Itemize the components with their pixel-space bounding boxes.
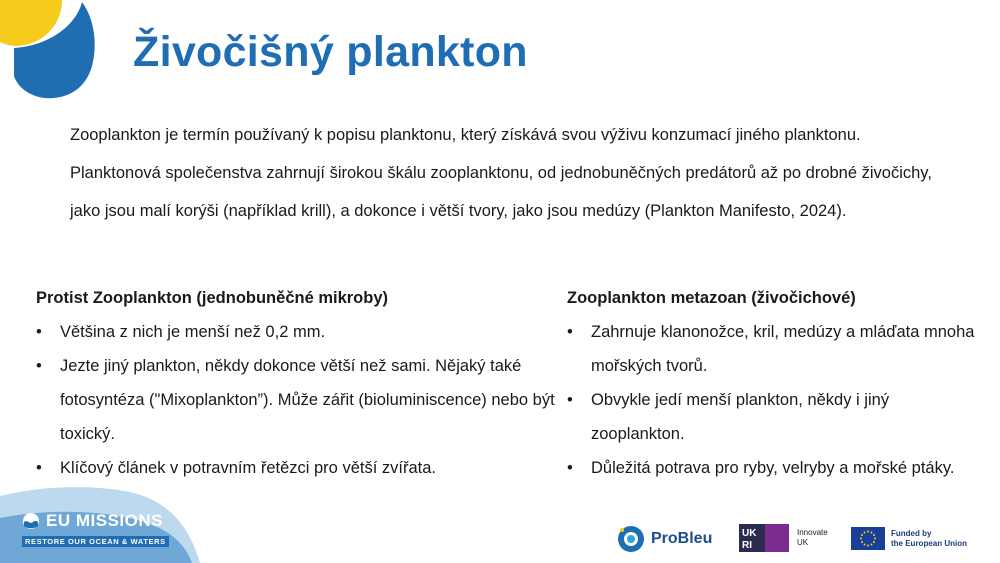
list-item: • Obvykle jedí menší plankton, někdy i jiný zooplankton. (567, 383, 982, 451)
list-item: • Jezte jiný plankton, někdy dokonce větší než sami. Nějaký také fotosyntéza ("Mixoplankton”). Může zářit (bioluminiscence) nebo být toxický. (36, 349, 556, 451)
eu-missions-tagline: RESTORE OUR OCEAN & WATERS (22, 536, 169, 547)
intro-paragraph-2: Planktonová společenstva zahrnují širokou škálu zooplanktonu, od jednobuněčných predátorů až po drobné živočichy, jako jsou malí korýši (například krill), a dokonce i větší tvory, jako jsou medúzy (Plankton Manifesto, 2024). (70, 164, 932, 220)
probleu-logo (616, 524, 712, 554)
ukri-logo (739, 524, 828, 552)
intro-paragraph-1: Zooplankton je termín používaný k popisu planktonu, který získává svou výživu konzumací jiného planktonu. (70, 126, 861, 144)
corner-logo (0, 0, 110, 105)
ukri-line-2: UK (797, 538, 809, 547)
ukri-line-1: Innovate (797, 528, 828, 537)
eu-missions-label: EU MISSIONS (46, 511, 163, 530)
eu-funding-line-2: the European Union (891, 538, 967, 548)
protist-list (36, 315, 556, 485)
ocean-wave-icon (22, 512, 40, 530)
metazoan-list (567, 315, 982, 485)
metazoan-column (567, 281, 982, 485)
svg-text:UK: UK (742, 528, 757, 539)
protist-column (36, 281, 556, 485)
eu-flag-icon (851, 527, 885, 550)
probleu-label: ProBleu (651, 530, 713, 547)
intro-text (70, 116, 950, 230)
eu-funding-line-1: Funded by (891, 528, 932, 538)
svg-text:RI: RI (742, 540, 752, 551)
metazoan-heading: Zooplankton metazoan (živočichové) (567, 289, 856, 307)
probleu-icon (616, 524, 646, 554)
list-item: • Klíčový článek v potravním řetězci pro větší zvířata. (36, 451, 556, 485)
list-item: • Zahrnuje klanonožce, kril, medúzy a mláďata mnoha mořských tvorů. (567, 315, 982, 383)
ukri-icon (739, 524, 789, 552)
slide-title: Živočišný plankton (133, 28, 528, 76)
list-item: • Většina z nich je menší než 0,2 mm. (36, 315, 556, 349)
list-item: • Důležitá potrava pro ryby, velryby a mořské ptáky. (567, 451, 982, 485)
eu-funding-logo (851, 527, 967, 550)
protist-heading: Protist Zooplankton (jednobuněčné mikroby) (36, 289, 389, 307)
eu-missions-logo (22, 511, 169, 549)
